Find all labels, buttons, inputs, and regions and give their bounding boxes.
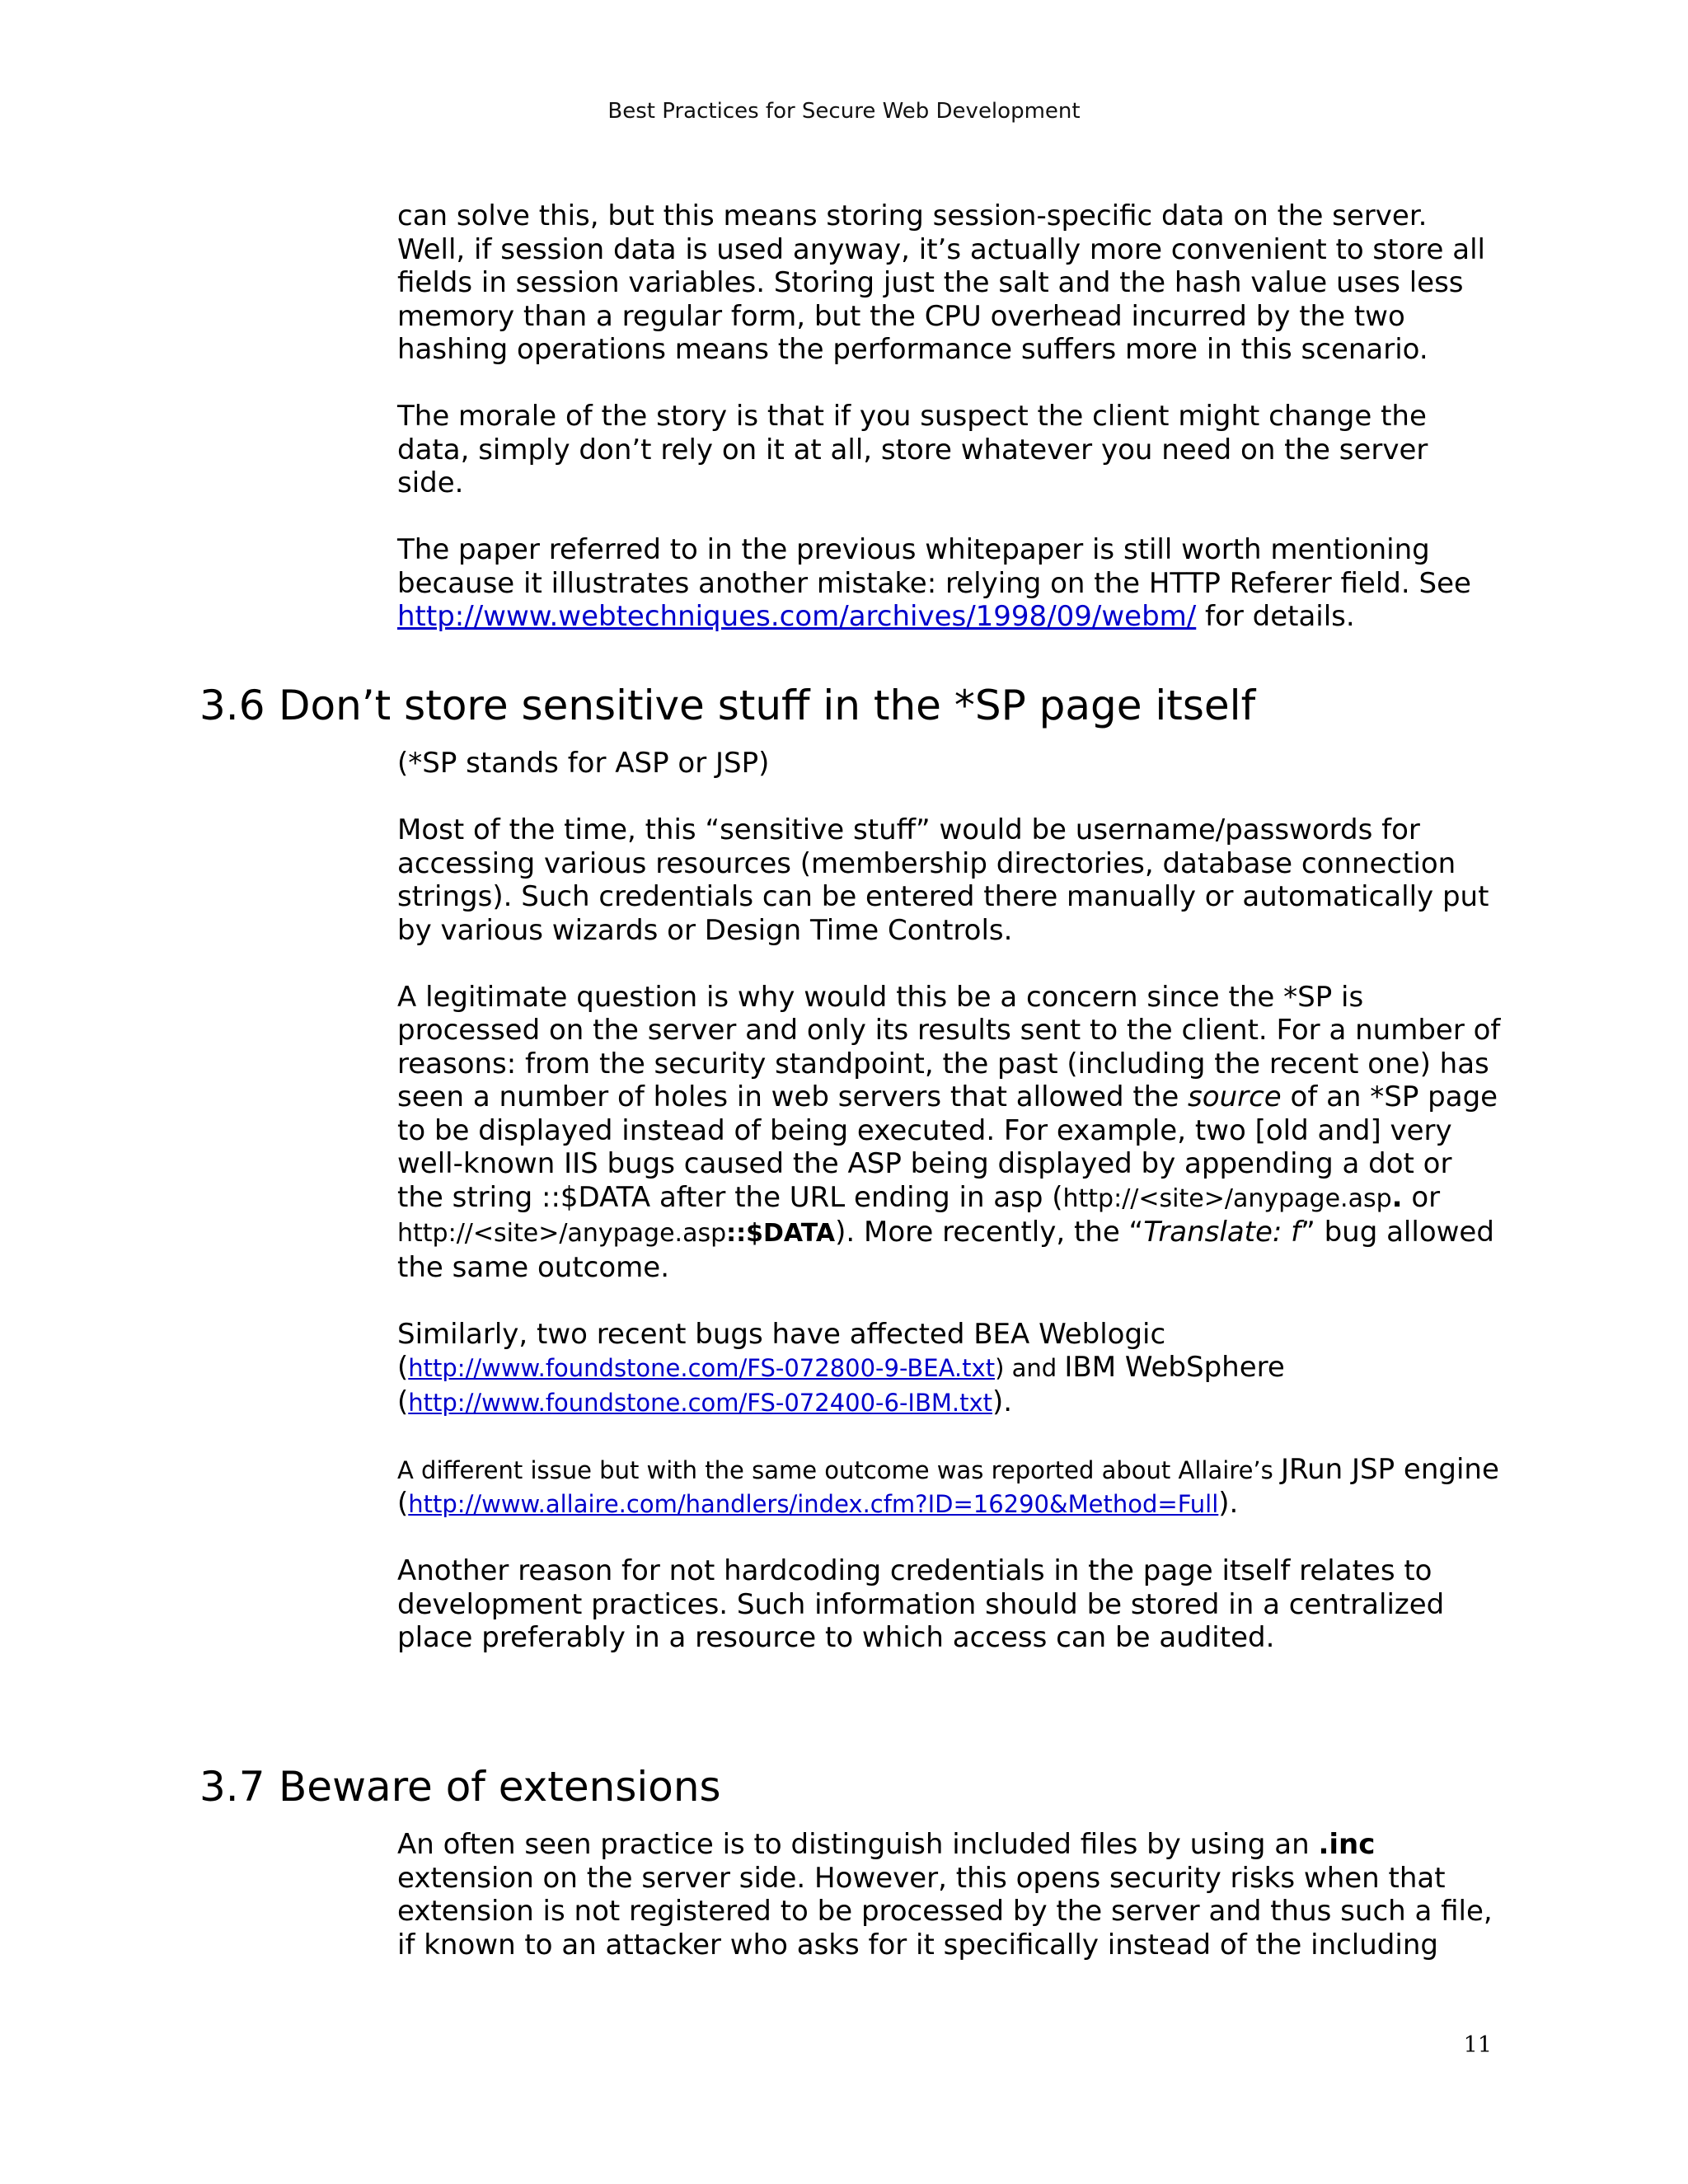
section-heading-3-6 [199,681,1255,730]
text-run: A different issue but with the same outcome was reported about Allaire’s [397,1455,1281,1484]
text-run: or [1402,1180,1441,1214]
paragraph [397,1453,1502,1521]
section-heading-3-7 [199,1762,721,1811]
text-run: of an *SP page to be displayed instead of being executed. For example, two [old and] very well-known IIS bugs caused the ASP being displayed by appending a dot or the string ::$DATA after the URL ending in asp ( [397,1080,1498,1214]
url-text: http://<site>/anypage.asp [1062,1183,1392,1213]
text-run: A legitimate question is why would this be a concern since the *SP is processed on the server and only its results sent to the client. For a number of reasons: from the security standpoint, the past (including the recent one) has seen a number of holes in web servers that allowed the [397,980,1501,1113]
text-run: ). [1218,1487,1239,1520]
webtechniques-link[interactable]: http://www.webtechniques.com/archives/1998/09/webm/ [397,600,1197,633]
paragraph [397,981,1502,1285]
section-3-6-body [397,747,1502,1655]
url-text: http://<site>/anypage.asp [397,1219,727,1248]
text-run: ). More recently, the “ [835,1216,1144,1249]
paragraph: can solve this, but this means storing session-specific data on the server. Well, if session data is used anyway, it’s actually more convenient to store all fields in session variables. Storing just the salt and the hash value uses less memory than a regular form, but the CPU overhead incurred by the two hashing operations means the performance suffers more in this scenario. [397,199,1485,366]
section-title: Don’t store sensitive stuff in the *SP page itself [279,682,1256,729]
text-run: Similarly, two recent bugs have affected BEA Weblogic ( [397,1317,1166,1384]
paragraph: Another reason for not hardcoding credentials in the page itself relates to development practices. Such information should be stored in a centralized place preferably in a resource to which access can be audited. [397,1554,1445,1654]
ibm-link[interactable]: http://www.foundstone.com/FS-072400-6-IBM.txt [408,1388,993,1417]
paragraph: (*SP stands for ASP or JSP) [397,747,770,780]
bold-extension: .inc [1318,1828,1376,1861]
text-run: extension on the server side. However, this opens security risks when that extension is not registered to be processed by the server and thus such a file, if known to an attacker who asks for it specifically instead of the including [397,1861,1493,1961]
bold-data: ::$DATA [726,1219,836,1248]
running-header: Best Practices for Secure Web Development [607,99,1081,124]
text-run: The paper referred to in the previous whitepaper is still worth mentioning because it illustrates another mistake: relying on the HTTP Referer field. See [397,533,1471,600]
section-3-7-body [397,1828,1502,1961]
emphasis: source [1188,1080,1282,1113]
page-number: 11 [1463,2032,1492,2058]
text-run: for details. [1196,600,1355,633]
intro-text [397,199,1502,634]
paragraph [397,1828,1502,1961]
paragraph: The morale of the story is that if you suspect the client might change the data, simply don’t rely on it at all, store whatever you need on the server side. [397,400,1428,499]
text-run: An often seen practice is to distinguish included files by using an [397,1828,1319,1861]
section-title: Beware of extensions [279,1763,721,1811]
text-run: ” bug allowed the same outcome. [397,1216,1494,1284]
paragraph: Most of the time, this “sensitive stuff” would be username/passwords for accessing various resources (membership directories, database connection strings). Such credentials can be entered there manually or automatically put by various wizards or Design Time Controls. [397,813,1489,947]
bea-link[interactable]: http://www.foundstone.com/FS-072800-9-BEA.txt [408,1354,996,1382]
text-run: JRun JSP engine ( [397,1452,1499,1520]
text-run: ) and [995,1354,1065,1382]
text-run: IBM WebSphere ( [397,1351,1285,1418]
bold-dot: . [1391,1180,1403,1214]
section-number: 3.6 [199,682,265,729]
text-run: ). [992,1385,1013,1418]
paragraph [397,533,1502,634]
section-number: 3.7 [199,1763,265,1811]
paragraph [397,1318,1502,1420]
allaire-link[interactable]: http://www.allaire.com/handlers/index.cfm?ID=16290&Method=Full [408,1490,1219,1518]
emphasis: Translate: f [1143,1216,1301,1249]
